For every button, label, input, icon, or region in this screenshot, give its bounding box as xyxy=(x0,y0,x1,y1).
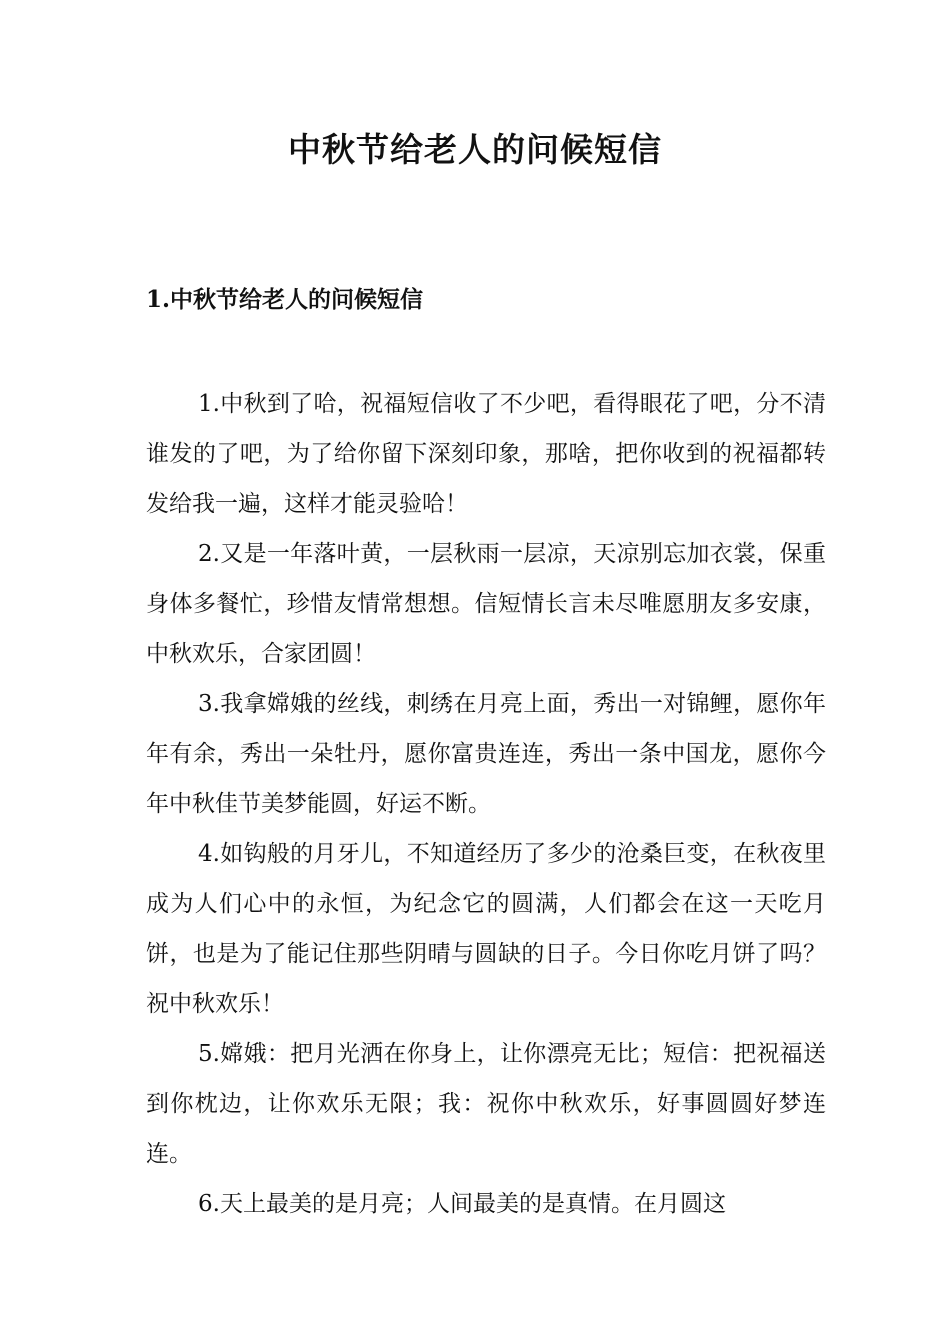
paragraph-5: 5.嫦娥：把月光洒在你身上，让你漂亮无比；短信：把祝福送到你枕边，让你欢乐无限；我：祝你中秋欢乐，好事圆圆好梦连连。 xyxy=(146,1041,826,1167)
paragraph-4: 4.如钩般的月牙儿，不知道经历了多少的沧桑巨变，在秋夜里成为人们心中的永恒，为纪念它的圆满，人们都会在这一天吃月饼，也是为了能记住那些阴晴与圆缺的日子。今日你吃月饼了吗？祝中秋欢乐！ xyxy=(146,841,826,1017)
paragraph-1: 1.中秋到了哈，祝福短信收了不少吧，看得眼花了吧，分不清谁发的了吧，为了给你留下深刻印象，那啥，把你收到的祝福都转发给我一遍，这样才能灵验哈！ xyxy=(146,391,826,517)
section-heading: 1.中秋节给老人的问候短信 xyxy=(146,286,424,313)
paragraph-3: 3.我拿嫦娥的丝线，刺绣在月亮上面，秀出一对锦鲤，愿你年年有余，秀出一朵牡丹，愿你富贵连连，秀出一条中国龙，愿你今年中秋佳节美梦能圆，好运不断。 xyxy=(146,691,826,817)
document-title: 中秋节给老人的问候短信 xyxy=(288,130,662,169)
document-body xyxy=(146,379,826,1229)
paragraph-6: 6.天上最美的是月亮；人间最美的是真情。在月圆这 xyxy=(198,1191,726,1217)
paragraph-2: 2.又是一年落叶黄，一层秋雨一层凉，天凉别忘加衣裳，保重身体多餐忙，珍惜友情常想想。信短情长言未尽唯愿朋友多安康，中秋欢乐，合家团圆！ xyxy=(146,541,826,667)
